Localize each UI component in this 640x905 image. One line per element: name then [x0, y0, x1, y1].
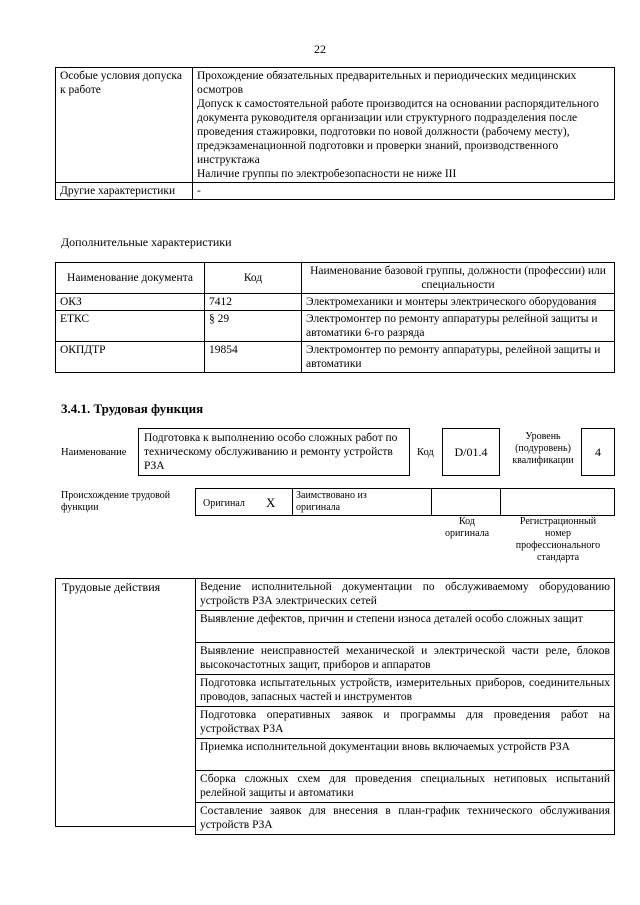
- header-name: Наименование базовой группы, должности (профессии) или специальности: [302, 263, 615, 294]
- code-original-label: Код оригинала: [444, 516, 490, 539]
- table-row: [56, 342, 615, 373]
- labor-action-item: Сборка сложных схем для проведения специальных нетиповых испытаний релейной защиты и автоматики: [196, 771, 615, 803]
- table-row: [196, 739, 615, 771]
- condition-line: Прохождение обязательных предварительных и периодических медицинских осмотров: [197, 70, 577, 96]
- table-row: [56, 68, 615, 183]
- cell-name: Электромонтер по ремонту аппаратуры, релейной защиты и автоматики: [302, 342, 615, 373]
- page-number: 22: [314, 42, 326, 56]
- labor-action-item: Ведение исполнительной документации по обслуживаемому оборудованию устройств РЗА электрических сетей: [196, 579, 615, 611]
- function-code-value: D/01.4: [442, 428, 500, 476]
- borrowed-label: Заимствовано из оригинала: [296, 490, 367, 513]
- special-conditions-label: Особые условия допуска к работе: [56, 68, 193, 183]
- table-row: [196, 643, 615, 675]
- cell-name: Электромеханики и монтеры электрического оборудования: [302, 294, 615, 311]
- labor-action-item: Подготовка оперативных заявок и программы для проведения работ на устройствах РЗА: [196, 707, 615, 739]
- cell-code: 7412: [205, 294, 302, 311]
- other-characteristics-label: Другие характеристики: [56, 183, 193, 200]
- condition-line: Наличие группы по электробезопасности не ниже III: [197, 168, 457, 180]
- cell-name: Электромонтер по ремонту аппаратуры релейной защиты и автоматики 6-го разряда: [302, 311, 615, 342]
- special-conditions-value: [193, 68, 615, 183]
- header-code: Код: [205, 263, 302, 294]
- labor-action-item: Подготовка испытательных устройств, измерительных приборов, соединительных проводов, запасных частей и инструментов: [196, 675, 615, 707]
- conditions-table: [55, 67, 615, 200]
- table-row: [56, 294, 615, 311]
- original-label: Оригинал: [203, 498, 245, 509]
- table-row: [56, 183, 615, 200]
- labor-action-item: Выявление неисправностей механической и электрической части реле, блоков высокочастотных защит, приборов и аппаратов: [196, 643, 615, 675]
- cell-doc: ОКЗ: [56, 294, 205, 311]
- cell-code: § 29: [205, 311, 302, 342]
- reg-number-cell: [500, 488, 615, 516]
- qualification-level-label: Уровень (подуровень) квалификации: [512, 431, 574, 466]
- code-original-cell: [431, 488, 501, 516]
- original-mark: X: [266, 495, 276, 510]
- origin-label: Происхождение трудовой функции: [61, 490, 171, 513]
- function-name-value: Подготовка к выполнению особо сложных работ по техническому обслуживанию и ремонту устройств РЗА: [138, 428, 410, 476]
- table-row: [196, 803, 615, 835]
- header-document: Наименование документа: [56, 263, 205, 294]
- table-header-row: [56, 263, 615, 294]
- labor-function-title: 3.4.1. Трудовая функция: [61, 401, 204, 416]
- additional-characteristics-table: [55, 262, 615, 373]
- table-row: [196, 707, 615, 739]
- reg-number-label: Регистрационный номер профессионального стандарта: [515, 516, 601, 563]
- labor-action-item: Составление заявок для внесения в план-график технического обслуживания устройств РЗА: [196, 803, 615, 835]
- table-row: [196, 771, 615, 803]
- labor-action-item: Приемка исполнительной документации вновь включаемых устройств РЗА: [196, 739, 615, 771]
- function-name-label: Наименование: [61, 447, 127, 458]
- other-characteristics-value: -: [193, 183, 615, 200]
- cell-doc: ЕТКС: [56, 311, 205, 342]
- original-cell: [195, 488, 293, 516]
- additional-characteristics-title: Дополнительные характеристики: [61, 235, 232, 249]
- function-code-label: Код: [417, 447, 434, 458]
- labor-action-item: Выявление дефектов, причин и степени износа деталей особо сложных защит: [196, 611, 615, 643]
- cell-doc: ОКПДТР: [56, 342, 205, 373]
- labor-actions-label: Трудовые действия: [55, 578, 196, 827]
- labor-actions-table: [195, 578, 615, 835]
- table-row: [196, 579, 615, 611]
- borrowed-cell: [292, 488, 432, 516]
- table-row: [196, 611, 615, 643]
- table-row: [196, 675, 615, 707]
- condition-line: Допуск к самостоятельной работе производится на основании распорядительного документа руководителя организации или структурного подразделения после проведения стажировки, подготовки по новой должности (рабочему месту), предэкзаменационной подготовки и проверки знаний, производственного инструктажа: [197, 98, 599, 166]
- qualification-level-value: 4: [581, 428, 615, 476]
- cell-code: 19854: [205, 342, 302, 373]
- table-row: [56, 311, 615, 342]
